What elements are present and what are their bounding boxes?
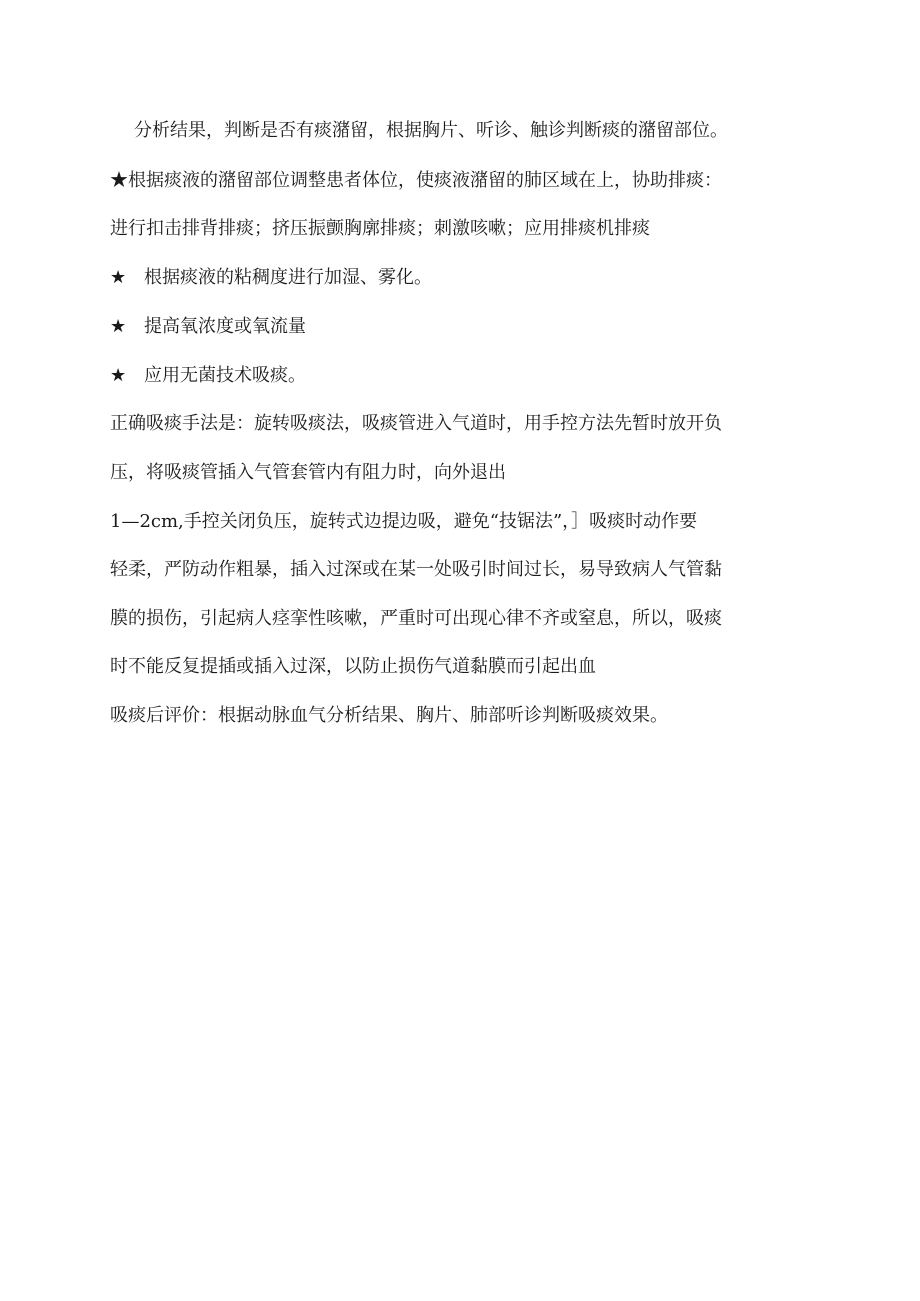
paragraph-analysis-result: 分析结果，判断是否有痰潴留，根据胸片、听诊、触诊判断痰的潴留部位。 — [134, 120, 728, 141]
bullet-text: 提高氧浓度或氧流量 — [144, 316, 306, 337]
bullet-adjust-position — [110, 168, 810, 194]
paragraph-technique-line-4: 轻柔，严防动作粗暴，插入过深或在某一处吸引时间过长，易导致病人气管黏 — [110, 559, 722, 580]
paragraph-technique-line-2: 压，将吸痰管插入气管套管内有阻力时，向外退出 — [110, 462, 506, 483]
paragraph-drainage-methods: 进行扣击排背排痰；挤压振颤胸廓排痰；刺激咳嗽；应用排痰机排痰 — [110, 218, 650, 239]
bullet-text: 应用无菌技术吸痰。 — [144, 365, 306, 386]
paragraph-evaluation: 吸痰后评价：根据动脉血气分析结果、胸片、肺部听诊判断吸痰效果。 — [110, 705, 668, 726]
bullet-oxygen — [110, 314, 810, 340]
bullet-text: 根据痰液的粘稠度进行加湿、雾化。 — [144, 267, 432, 288]
star-icon: ★ — [110, 170, 128, 191]
paragraph-technique-line-6: 时不能反复提插或插入过深，以防止损伤气道黏膜而引起出血 — [110, 656, 596, 677]
bullet-text: 根据痰液的潴留部位调整患者体位，使痰液潴留的肺区域在上，协助排痰： — [128, 170, 722, 191]
bullet-aseptic-suction — [110, 363, 810, 389]
paragraph-technique-line-5: 膜的损伤，引起病人痉挛性咳嗽，严重时可出现心律不齐或窒息，所以，吸痰 — [110, 608, 722, 629]
star-icon: ★ — [110, 267, 127, 288]
star-icon: ★ — [110, 316, 127, 337]
paragraph-technique-line-3: 1—2cm,手控关闭负压，旋转式边提边吸，避免“技锯法”，］吸痰时动作要 — [110, 511, 698, 532]
star-icon: ★ — [110, 365, 127, 386]
bullet-humidify — [110, 265, 810, 291]
paragraph-technique-line-1: 正确吸痰手法是：旋转吸痰法，吸痰管进入气道时，用手控方法先暂时放开负 — [110, 413, 722, 434]
